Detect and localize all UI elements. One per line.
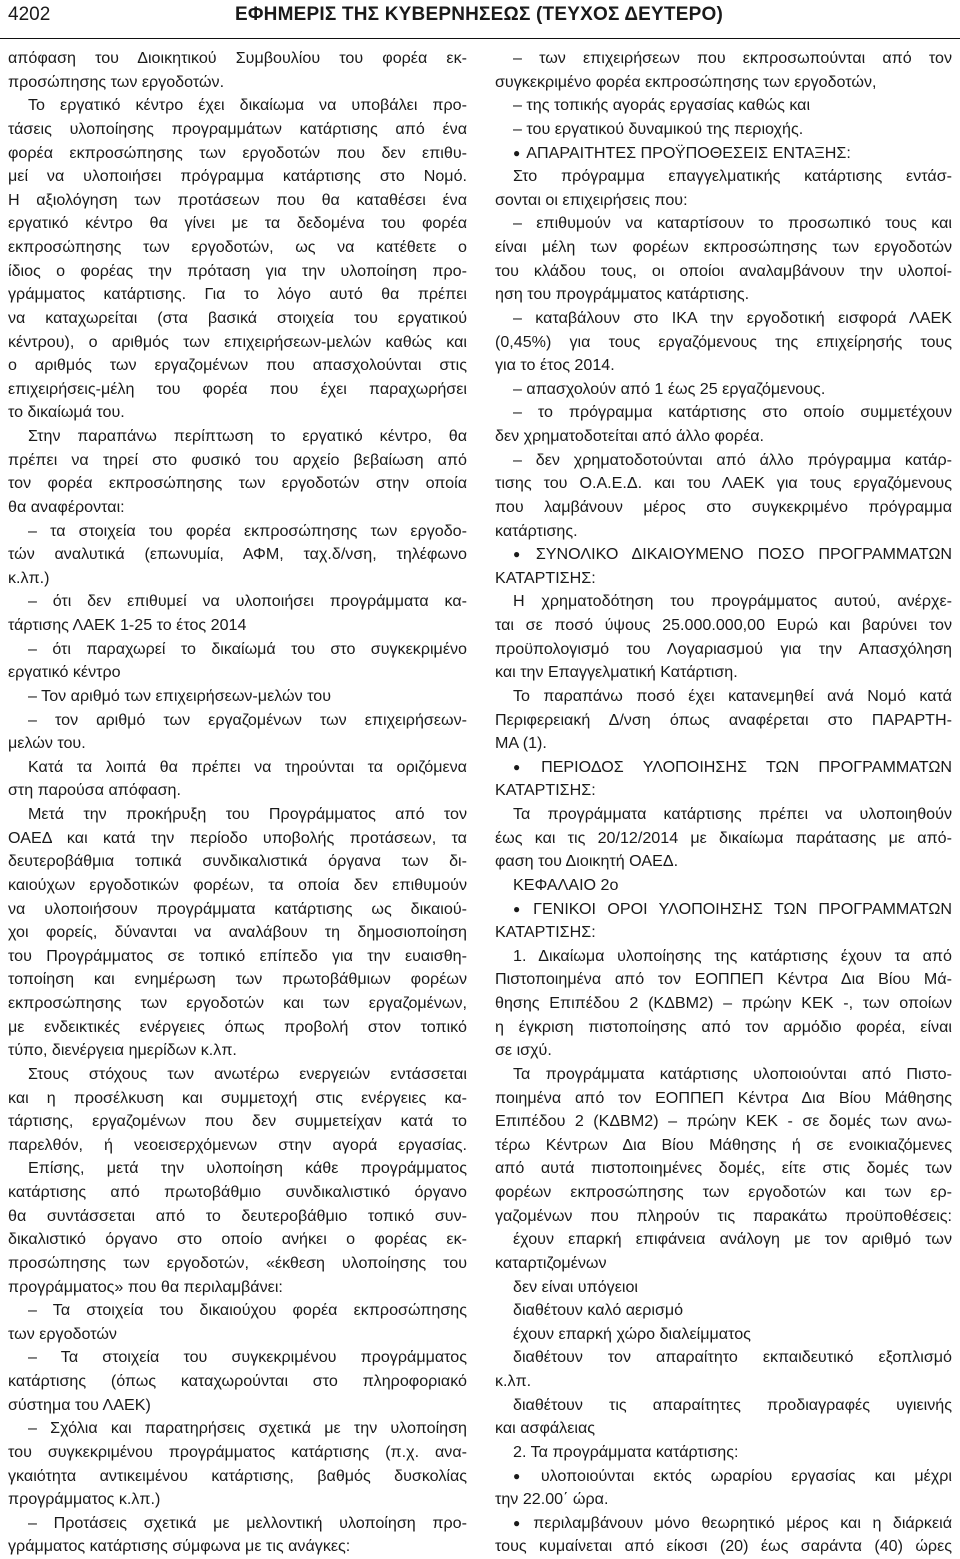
- text-line: [8, 165, 467, 189]
- line-text: να καταχωρείται (στα βασικά στοιχεία του εργατικού: [8, 308, 467, 327]
- line-text: εκπροσώπησης των εργοδοτών και των εργαζομένων,: [8, 994, 467, 1012]
- text-line: [8, 401, 467, 425]
- text-line: [495, 378, 952, 402]
- line-text: ο αριθμός των εργαζομένων που απασχολούνται στις: [8, 356, 467, 375]
- line-text: φαση του Διοικητή ΟΑΕΔ.: [495, 852, 679, 871]
- text-line: [8, 709, 467, 733]
- text-line: [8, 331, 467, 355]
- left-column: [8, 47, 467, 1559]
- line-text: θα αναφέρονται:: [8, 497, 125, 516]
- line-text: τύπο, διενέργεια ημερίδων κ.λπ.: [8, 1041, 237, 1060]
- text-line: [495, 638, 952, 662]
- text-line: [495, 331, 952, 355]
- text-line: [495, 992, 952, 1016]
- line-text: και την Επαγγελματική Κατάρτιση.: [495, 663, 738, 682]
- text-line: [495, 1039, 952, 1063]
- text-line: [8, 685, 467, 709]
- text-line: [495, 1323, 952, 1347]
- line-text: Η χρηματοδότηση του προγράμματος αυτού, ανέρχε-: [513, 592, 952, 611]
- text-line: [495, 401, 952, 425]
- line-text: φορέων εκπροσώπησης των εργοδοτών και των ερ-: [495, 1183, 952, 1201]
- text-line: [8, 638, 467, 662]
- text-line: [495, 1346, 952, 1370]
- line-text: Κατά τα λοιπά θα πρέπει να τηρούνται τα οριζόμενα: [28, 757, 467, 776]
- text-line: [495, 425, 952, 449]
- line-text: διαθέτουν τον απαραίτητο εκπαιδευτικό εξοπλισμό: [513, 1348, 952, 1367]
- text-line: [8, 779, 467, 803]
- text-line: [8, 1110, 467, 1134]
- line-text: ΚΕΦΑΛΑΙΟ 2ο: [513, 875, 619, 894]
- line-text: Η αξιολόγηση των προτάσεων που θα καταθέσει ένα: [8, 190, 467, 209]
- line-text: κατάρτισης.: [495, 521, 578, 540]
- text-line: [8, 47, 467, 71]
- line-text: δεν χρηματοδοτείται από άλλο φορέα.: [495, 427, 765, 445]
- bullet-icon: ●: [513, 759, 536, 774]
- line-text: με ενδεικτικές ενέργειες όπως προβολή στον τοπικό: [8, 1017, 467, 1036]
- text-line: [495, 1488, 952, 1512]
- line-text: υλοποιούνται εκτός ωραρίου εργασίας και μέχρι: [540, 1466, 952, 1485]
- page-header: [0, 0, 960, 39]
- text-line: [495, 567, 952, 591]
- line-text: εργατικό κέντρο: [8, 663, 121, 682]
- line-text: καιούχων εργοδοτικών φορέων, τα οποία δεν επιθυμούν: [8, 875, 467, 894]
- line-text: μελών του.: [8, 734, 86, 753]
- line-text: έως και τις 20/12/2014 με δικαίωμα παράτασης με από-: [495, 828, 952, 847]
- line-text: τους κυμαίνεται από είκοσι (20) έως σαράντα (40) ώρες: [495, 1537, 952, 1556]
- line-text: ται σε ποσό ύψους 25.000.000,00 Ευρώ και βαρύνει τον: [495, 616, 952, 634]
- line-text: Το εργατικό κέντρο έχει δικαίωμα να υποβάλει προ-: [28, 96, 467, 115]
- line-text: – απασχολούν από 1 έως 25 εργαζόμενους.: [513, 379, 826, 398]
- line-text: προϋπολογισμό του Λογαριασμού για την Απασχόληση: [495, 639, 952, 658]
- text-line: [8, 1417, 467, 1441]
- line-text: σε ισχύ.: [495, 1041, 552, 1060]
- text-line: [495, 1087, 952, 1111]
- text-line: [8, 1228, 467, 1252]
- line-text: ΟΑΕΔ και κατά την περίοδο υποβολής προτάσεων, τα: [8, 828, 467, 847]
- line-text: ΚΑΤΑΡΤΙΣΗΣ:: [495, 568, 596, 587]
- line-text: δευτεροβάθμια τοπικά συνδικαλιστικά όργανα των δι-: [8, 852, 467, 871]
- line-text: ΓΕΝΙΚΟΙ ΟΡΟΙ ΥΛΟΠΟΙΗΣΗΣ ΤΩΝ ΠΡΟΓΡΑΜΜΑΤΩΝ: [533, 899, 952, 918]
- text-line: [8, 1063, 467, 1087]
- line-text: διαθέτουν τις απαραίτητες προδιαγραφές υγιεινής: [513, 1395, 952, 1414]
- text-line: [495, 1394, 952, 1418]
- line-text: ΚΑΤΑΡΤΙΣΗΣ:: [495, 923, 596, 942]
- line-text: – Τα στοιχεία του δικαιούχου φορέα εκπροσώπησης: [28, 1301, 467, 1320]
- text-line: [495, 756, 952, 780]
- line-text: – ότι δεν επιθυμεί να υλοποιήσει προγράμματα κα-: [28, 592, 467, 611]
- bullet-icon: ●: [513, 145, 521, 160]
- line-text: – επιθυμούν να καταρτίσουν το προσωπικό τους και: [513, 214, 952, 233]
- line-text: – δεν χρηματοδοτούνται από άλλο πρόγραμμα κατάρ-: [513, 450, 952, 469]
- line-text: κ.λπ.: [495, 1372, 532, 1390]
- line-text: – του εργατικού δυναμικού της περιοχής.: [513, 119, 804, 138]
- text-line: [495, 1465, 952, 1489]
- line-text: τον φορέα εκπροσώπησης των εργοδοτών στην οποία: [8, 474, 467, 493]
- line-text: προγράμματος κ.λπ.): [8, 1490, 161, 1509]
- text-line: [8, 992, 467, 1016]
- line-text: κ.λπ.): [8, 568, 50, 587]
- line-text: τισης του Ο.Α.Ε.Δ. και του ΛΑΕΚ για τους εργαζόμενους: [495, 474, 952, 493]
- text-line: [495, 921, 952, 945]
- text-line: [495, 898, 952, 922]
- text-line: [495, 850, 952, 874]
- line-text: να υλοποιήσουν προγράμματα κατάρτισης ως δικαιού-: [8, 899, 467, 918]
- text-line: [8, 661, 467, 685]
- text-line: [495, 260, 952, 284]
- text-line: [495, 945, 952, 969]
- line-text: 2. Τα προγράμματα κατάρτισης:: [513, 1442, 739, 1461]
- text-line: [8, 1134, 467, 1158]
- line-text: στη παρούσα απόφαση.: [8, 781, 181, 800]
- text-line: [8, 307, 467, 331]
- line-text: κατάρτισης (όπως καταχωρούνται στο πληροφοριακό: [8, 1372, 467, 1390]
- line-text: η έγκριση πιστοποίησης από τον αρμόδιο φορέα, είναι: [495, 1017, 952, 1036]
- text-line: [495, 803, 952, 827]
- text-line: [8, 921, 467, 945]
- line-text: τών αναλυτικά (επωνυμία, ΑΦΜ, ταχ.δ/νση, τηλέφωνο: [8, 545, 467, 564]
- text-line: [495, 685, 952, 709]
- line-text: γράμματος κατάρτισης. Για το λόγο αυτό θα πρέπει: [8, 285, 467, 304]
- text-line: [495, 1512, 952, 1536]
- line-text: τάσεις υλοποίησης προγραμμάτων κατάρτισης από ένα: [8, 119, 467, 138]
- text-line: [8, 1299, 467, 1323]
- line-text: Περιφερειακή Δ/νση όπως αναφέρεται στο ΠΑΡΑΡΤΗ-: [495, 710, 952, 729]
- line-text: μεί να υλοποιήσει πρόγραμμα κατάρτισης στο Νομό.: [8, 167, 467, 186]
- line-text: 1. Δικαίωμα υλοποίησης της κατάρτισης έχουν τα από: [513, 946, 952, 965]
- text-line: [495, 94, 952, 118]
- text-line: [495, 1205, 952, 1229]
- text-line: [495, 449, 952, 473]
- text-line: [8, 1205, 467, 1229]
- text-line: [8, 850, 467, 874]
- line-text: – καταβάλουν στο ΙΚΑ την εργοδοτική εισφορά ΛΑΕΚ: [513, 308, 952, 327]
- line-text: κέντρου), ο αριθμός των επιχειρήσεων-μελών καθώς και: [8, 332, 467, 351]
- text-line: [8, 1512, 467, 1536]
- line-text: συγκεκριμένο φορέα εκπροσώπησης των εργοδοτών,: [495, 72, 877, 91]
- text-line: [8, 425, 467, 449]
- gazette-title: ΕΦΗΜΕΡΙΣ ΤΗΣ ΚΥΒΕΡΝΗΣΕΩΣ (ΤΕΥΧΟΣ ΔΕΥΤΕΡΟ): [235, 4, 723, 25]
- line-text: εργατικό κέντρο θα γίνει με τα δεδομένα του φορέα: [8, 214, 467, 233]
- text-line: [8, 354, 467, 378]
- text-line: [8, 874, 467, 898]
- line-text: Στους στόχους των ανωτέρω ενεργειών εντάσσεται: [28, 1064, 467, 1083]
- text-line: [495, 1228, 952, 1252]
- text-line: [8, 543, 467, 567]
- text-line: [8, 378, 467, 402]
- text-line: [8, 732, 467, 756]
- text-line: [495, 1252, 952, 1276]
- text-line: [8, 520, 467, 544]
- text-line: [8, 1394, 467, 1418]
- text-line: [8, 827, 467, 851]
- text-line: [495, 189, 952, 213]
- text-line: [495, 118, 952, 142]
- line-text: ΠΕΡΙΟΔΟΣ ΥΛΟΠΟΙΗΣΗΣ ΤΩΝ ΠΡΟΓΡΑΜΜΑΤΩΝ: [541, 757, 952, 776]
- text-line: [8, 1087, 467, 1111]
- line-text: θησης Επιπέδου 2 (ΚΔΒΜ2) – πρώην ΚΕΚ -, των οποίων: [495, 994, 952, 1012]
- text-line: [8, 449, 467, 473]
- line-text: ΑΠΑΡΑΙΤΗΤΕΣ ΠΡΟΫΠΟΘΕΣΕΙΣ ΕΝΤΑΞΗΣ:: [526, 143, 851, 162]
- line-text: την 22.00΄ ώρα.: [495, 1490, 609, 1509]
- line-text: γαζομένων που πληρούν τις παρακάτω προϋποθέσεις:: [495, 1206, 952, 1225]
- text-line: [495, 165, 952, 189]
- text-line: [495, 543, 952, 567]
- line-text: Το παραπάνω ποσό έχει κατανεμηθεί ανά Νομό κατά: [513, 686, 952, 705]
- text-line: [8, 567, 467, 591]
- text-line: [8, 472, 467, 496]
- text-line: [495, 1417, 952, 1441]
- text-line: [495, 661, 952, 685]
- text-line: [8, 1252, 467, 1276]
- text-line: [8, 189, 467, 213]
- text-line: [495, 1276, 952, 1300]
- text-line: [8, 142, 467, 166]
- line-text: – Τον αριθμό των επιχειρήσεων-μελών του: [28, 686, 332, 705]
- text-line: [8, 1181, 467, 1205]
- line-text: Στο πρόγραμμα επαγγελματικής κατάρτισης εντάσ-: [513, 167, 952, 186]
- text-line: [495, 732, 952, 756]
- text-line: [495, 827, 952, 851]
- line-text: Μετά την προκήρυξη του Προγράμματος από τον: [28, 805, 467, 823]
- text-line: [495, 496, 952, 520]
- line-text: φορέα εκπροσώπησης των εργοδοτών που δεν επιθυ-: [8, 143, 467, 162]
- text-line: [495, 1181, 952, 1205]
- text-line: [495, 71, 952, 95]
- line-text: Επίσης, μετά την υλοποίηση κάθε προγράμματος: [28, 1159, 467, 1178]
- line-text: και ασφάλειας: [495, 1419, 596, 1438]
- line-text: – τον αριθμό των εργαζομένων των επιχειρήσεων-: [28, 710, 467, 729]
- line-text: του Προγράμματος σε τοπικό επίπεδο για την ευαισθη-: [8, 946, 467, 965]
- line-text: του κλάδου τους, οι οποίοι αναλαμβάνουν την υλοποί-: [495, 261, 952, 280]
- text-line: [495, 590, 952, 614]
- line-text: έχουν επαρκή χώρο διαλείμματος: [513, 1324, 751, 1343]
- line-text: Πιστοποιημένα από τον ΕΟΠΠΕΠ Κέντρα Δια Βίου Μά-: [495, 970, 952, 989]
- bullet-icon: ●: [513, 901, 528, 916]
- text-line: [8, 1157, 467, 1181]
- text-line: [8, 1039, 467, 1063]
- line-text: γράμματος κατάρτισης σύμφωνα με τις ανάγκες:: [8, 1537, 351, 1556]
- line-text: θα συντάσσεται από το δευτεροβάθμιο τοπικό συν-: [8, 1206, 467, 1225]
- text-line: [8, 236, 467, 260]
- text-line: [495, 1535, 952, 1559]
- line-text: για το έτος 2014.: [495, 356, 615, 375]
- text-line: [8, 898, 467, 922]
- line-text: πρέπει να τηρεί στο φυσικό του αρχείο βεβαίωση από: [8, 450, 467, 469]
- line-text: δικαλιστικό όργανο στο οποίο ανήκει ο φορέας εκ-: [8, 1230, 467, 1249]
- line-text: – των επιχειρήσεων που εκπροσωπούνται από τον: [513, 49, 952, 67]
- line-text: τάρτισης ΛΑΕΚ 1-25 το έτος 2014: [8, 616, 247, 634]
- line-text: τοποίηση και ενημέρωση των πρωτοβάθμιων φορέων: [8, 970, 467, 989]
- text-line: [495, 354, 952, 378]
- text-line: [495, 874, 952, 898]
- text-line: [8, 968, 467, 992]
- line-text: του συγκεκριμένου προγράμματος κατάρτισης (π.χ. ανα-: [8, 1442, 467, 1461]
- text-line: [495, 709, 952, 733]
- line-text: Στην παραπάνω περίπτωση το εργατικό κέντρο, θα: [28, 427, 467, 445]
- text-line: [8, 945, 467, 969]
- right-column: [495, 47, 952, 1559]
- line-text: παρελθόν, ή νεοεισερχόμενων στην αγορά εργασίας.: [8, 1135, 467, 1154]
- line-text: από αυτά πιστοποιημένες δομές, είτε στις δομές των: [495, 1159, 952, 1178]
- line-text: – το πρόγραμμα κατάρτισης στο οποίο συμμετέχουν: [513, 403, 952, 422]
- line-text: και η προσέλκυση και συμμετοχή στις ενέργειες κα-: [8, 1088, 467, 1107]
- line-text: των εργοδοτών: [8, 1324, 117, 1343]
- text-line: [8, 1016, 467, 1040]
- text-line: [8, 1370, 467, 1394]
- line-text: ΜΑ (1).: [495, 734, 547, 753]
- text-line: [8, 283, 467, 307]
- text-line: [8, 756, 467, 780]
- line-text: – Τα στοιχεία του συγκεκριμένου προγράμματος: [28, 1348, 467, 1367]
- line-text: ίδιος ο φορέας την πρόταση για την υλοποίηση προ-: [8, 261, 467, 280]
- line-text: είναι μέλη των φορέων εκπροσώπησης των εργοδοτών: [495, 238, 952, 256]
- line-text: χοι φορείς, δύνανται να αναλάβουν τη δημοσιοποίηση: [8, 923, 467, 942]
- text-line: [495, 779, 952, 803]
- line-text: σύστημα του ΛΑΕΚ): [8, 1395, 151, 1414]
- text-line: [8, 614, 467, 638]
- text-line: [495, 236, 952, 260]
- line-text: διαθέτουν καλό αερισμό: [513, 1301, 684, 1320]
- line-text: απόφαση του Διοικητικού Συμβουλίου του φορέα εκ-: [8, 49, 467, 67]
- line-text: – Προτάσεις σχετικά με μελλοντική υλοποίηση προ-: [28, 1513, 467, 1532]
- line-text: τάρτισης, εργαζομένων που δεν συμμετείχαν κατά το: [8, 1112, 467, 1131]
- line-text: Επιπέδου 2 (ΚΔΒΜ2) – πρώην ΚΕΚ - σε δομές των ανω-: [495, 1112, 952, 1131]
- line-text: που λαμβάνουν μέρος στο συγκεκριμένο πρόγραμμα: [495, 497, 952, 516]
- line-text: Τα προγράμματα κατάρτισης πρέπει να υλοποιηθούν: [513, 805, 952, 823]
- line-text: ποιημένα από τον ΕΟΠΠΕΠ Κέντρα Δια Βίου Μάθησης: [495, 1088, 952, 1107]
- line-text: Τα προγράμματα κατάρτισης υλοποιούνται από Πιστο-: [513, 1064, 952, 1083]
- line-text: σονται οι επιχειρήσεις που:: [495, 190, 688, 209]
- line-text: το δικαίωμά του.: [8, 403, 125, 422]
- line-text: – Σχόλια και παρατηρήσεις σχετικά με την υλοποίηση: [28, 1419, 467, 1438]
- text-line: [495, 47, 952, 71]
- line-text: – της τοπικής αγοράς εργασίας καθώς και: [513, 96, 811, 115]
- line-text: προσώπησης των εργοδοτών, «έκθεση υλοποίησης του: [8, 1253, 467, 1272]
- text-line: [495, 968, 952, 992]
- text-line: [8, 803, 467, 827]
- bullet-icon: ●: [513, 1468, 535, 1483]
- line-text: ηση του προγράμματος κατάρτισης.: [495, 285, 750, 304]
- line-text: – τα στοιχεία του φορέα εκπροσώπησης των εργοδο-: [28, 521, 467, 540]
- line-text: ΚΑΤΑΡΤΙΣΗΣ:: [495, 781, 596, 800]
- text-line: [495, 307, 952, 331]
- page-number: 4202: [8, 4, 51, 25]
- bullet-icon: ●: [513, 1515, 528, 1530]
- text-line: [495, 1110, 952, 1134]
- text-line: [8, 1323, 467, 1347]
- text-line: [8, 118, 467, 142]
- line-text: καταρτιζομένων: [495, 1253, 607, 1272]
- text-line: [8, 1465, 467, 1489]
- text-line: [495, 142, 952, 166]
- line-text: προγράμματος» που θα περιλαμβάνει:: [8, 1277, 283, 1296]
- text-line: [495, 1134, 952, 1158]
- text-line: [8, 260, 467, 284]
- text-line: [495, 212, 952, 236]
- text-line: [8, 212, 467, 236]
- line-text: ΣΥΝΟΛΙΚΟ ΔΙΚΑΙΟΥΜΕΝΟ ΠΟΣΟ ΠΡΟΓΡΑΜΜΑΤΩΝ: [535, 545, 952, 564]
- text-line: [495, 1063, 952, 1087]
- text-line: [8, 1276, 467, 1300]
- line-text: – ότι παραχωρεί το δικαίωμά του στο συγκεκριμένο: [28, 639, 467, 658]
- text-line: [495, 1157, 952, 1181]
- line-text: (0,45%) για τους εργαζόμενους της επιχείρησής τους: [495, 332, 952, 351]
- text-line: [8, 590, 467, 614]
- line-text: δεν είναι υπόγειοι: [513, 1277, 638, 1296]
- text-line: [495, 1370, 952, 1394]
- text-line: [495, 283, 952, 307]
- text-line: [8, 1441, 467, 1465]
- line-text: επιχειρήσεις-μέλη του φορέα που έχει παραχωρήσει: [8, 379, 467, 398]
- text-line: [8, 1535, 467, 1559]
- line-text: έχουν επαρκή επιφάνεια ανάλογη με τον αριθμό των: [513, 1230, 952, 1249]
- line-text: προσώπησης των εργοδοτών.: [8, 72, 225, 91]
- text-line: [8, 94, 467, 118]
- text-line: [495, 1299, 952, 1323]
- bullet-icon: ●: [513, 547, 530, 562]
- line-text: περιλαμβάνουν μόνο θεωρητικό μέρος και η διάρκειά: [533, 1513, 952, 1532]
- text-line: [495, 472, 952, 496]
- text-line: [8, 71, 467, 95]
- line-text: γκαιότητα αντικειμένου κατάρτισης, βαθμός δυσκολίας: [8, 1466, 467, 1485]
- text-line: [495, 520, 952, 544]
- text-line: [495, 614, 952, 638]
- text-line: [495, 1016, 952, 1040]
- line-text: τέρω Κέντρων Δια Βίου Μάθησης ή σε ενοικιαζόμενες: [495, 1135, 952, 1154]
- text-line: [8, 1488, 467, 1512]
- text-line: [8, 496, 467, 520]
- text-line: [8, 1346, 467, 1370]
- text-line: [495, 1441, 952, 1465]
- line-text: εκπροσώπησης των εργοδοτών, ως να κατέθετε ο: [8, 238, 467, 256]
- line-text: κατάρτισης από πρωτοβάθμιο συνδικαλιστικό όργανο: [8, 1183, 467, 1201]
